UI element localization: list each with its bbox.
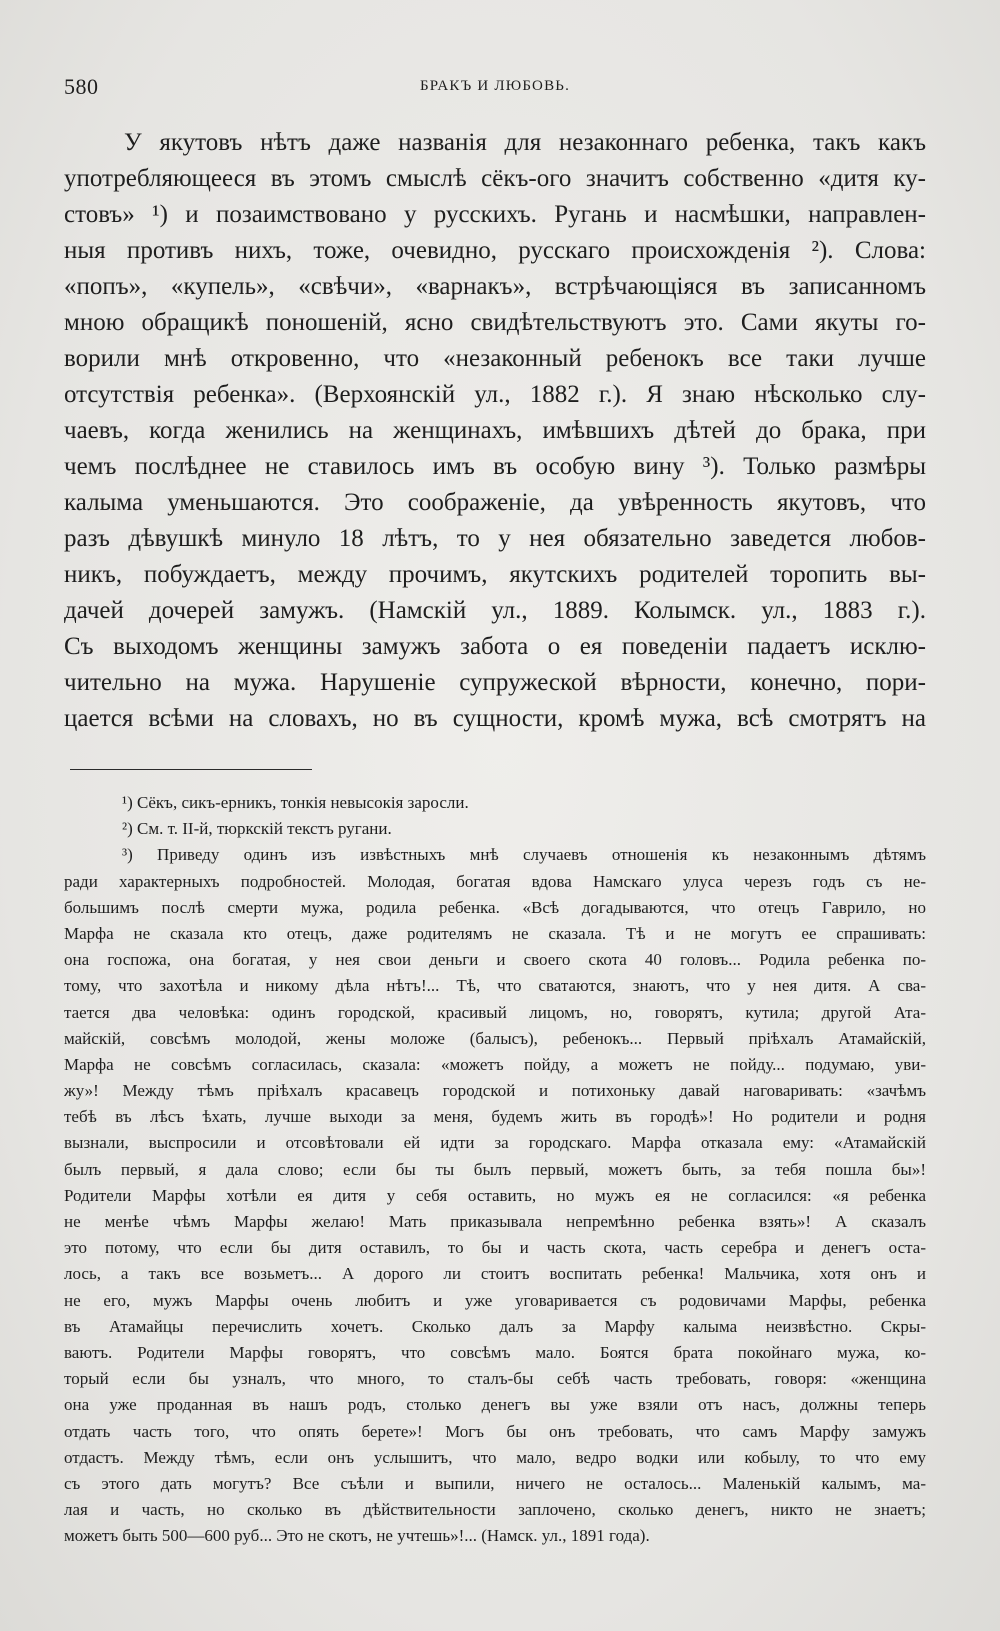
footnote-3-line: она госпожа, она богатая, у нея свои деньги и своего скота 40 головъ... Родила ребенка по-: [64, 950, 926, 970]
footnote-3-line: тому, что захотѣла и никому дѣла нѣтъ!... Тѣ, что сватаются, знаютъ, что у нея дитя. А сва-: [64, 976, 926, 996]
body-line: «попъ», «купель», «свѣчи», «варнакъ», встрѣчающіяся въ записанномъ: [64, 273, 926, 300]
footnote-3-line: большимъ послѣ смерти мужа, родила ребенка. «Всѣ догадываются, что отецъ Гаврило, но: [64, 897, 926, 917]
footnote-3-line: въ Атамайцы перечислить хочетъ. Сколько далъ за Марфу калыма неизвѣстно. Скры-: [64, 1316, 926, 1336]
page-header: [64, 74, 926, 104]
footnote-3-line: не менѣе чѣмъ Марфы желаю! Мать приказывала непремѣнно ребенка взять»! А сказалъ: [64, 1212, 926, 1231]
body-line: чаевъ, когда женились на женщинахъ, имѣвшихъ дѣтей до брака, при: [64, 417, 926, 444]
body-line: разъ дѣвушкѣ минуло 18 лѣтъ, то у нея обязательно заведется любов-: [64, 525, 926, 552]
footnote-3-line: майскій, совсѣмъ молодой, жены моложе (балысъ), ребенокъ... Первый пріѣхалъ Атамайскій,: [64, 1028, 926, 1048]
footnote-3-line: съ этого дать могутъ? Все съѣли и выпили, ничего не осталось... Маленькій калымъ, ма-: [64, 1473, 926, 1493]
footnote-2: ²) См. т. II-й, тюркскій текстъ ругани.: [122, 819, 392, 839]
footnote-3-line: не его, мужъ Марфы очень любитъ и уже уговаривается съ родовичами Марфы, ребенка: [64, 1290, 926, 1310]
footnote-3-line: отдать часть того, что опять берете»! Могъ бы онъ требовать, что самъ Марфу замужъ: [64, 1421, 926, 1441]
page-number: 580: [64, 74, 99, 99]
body-line: дачей дочерей замужъ. (Намскій ул., 1889. Колымск. ул., 1883 г.).: [64, 597, 926, 624]
footnote-3-line: лось, а такъ все возьметъ... А дорого ли стоитъ воспитать ребенка! Мальчика, хотя онъ и: [64, 1264, 926, 1284]
body-line: отсутствія ребенка». (Верхоянскій ул., 1882 г.). Я знаю нѣсколько слу-: [64, 381, 926, 408]
footnote-3-line: Родители Марфы хотѣли ея дитя у себя оставить, но мужъ ея не согласился: «я ребенка: [64, 1185, 926, 1205]
footnote-3-line: это потому, что если бы дитя оставилъ, то бы и часть скота, часть серебра и денегъ оста-: [64, 1238, 926, 1258]
body-line: цается всѣми на словахъ, но въ сущности, кромѣ мужа, всѣ смотрятъ на: [64, 705, 926, 732]
main-text: [64, 125, 926, 737]
footnote-3-line: тебѣ въ лѣсъ ѣхать, лучше выходи за меня, будемъ жить въ городѣ»! Но родители и родня: [64, 1107, 926, 1127]
footnote-3-line: она уже проданная въ нашъ родъ, столько денегъ вы уже взяли отъ насъ, должны теперь: [64, 1395, 926, 1415]
body-line: употребляющееся въ этомъ смыслѣ сёкъ-ого значитъ собственно «дитя ку-: [64, 165, 926, 192]
body-line: мною обращикѣ поношеній, ясно свидѣтельствуютъ это. Сами якуты го-: [64, 309, 926, 336]
body-line: чемъ послѣднее не ставилось имъ въ особую вину ³). Только размѣры: [64, 453, 926, 480]
body-line: чительно на мужа. Нарушеніе супружеской вѣрности, конечно, пори-: [64, 669, 926, 696]
body-line: Съ выходомъ женщины замужъ забота о ея поведеніи падаетъ исклю-: [64, 633, 926, 660]
body-line: стовъ» ¹) и позаимствовано у русскихъ. Ругань и насмѣшки, направлен-: [64, 201, 926, 228]
footnote-separator: [70, 769, 312, 770]
body-line: никъ, побуждаетъ, между прочимъ, якутскихъ родителей торопить вы-: [64, 561, 926, 588]
body-line: калыма уменьшаются. Это соображеніе, да увѣренность якутовъ, что: [64, 489, 926, 516]
footnote-3-line: лая и часть, но сколько въ дѣйствительности заплочено, сколько денегъ, никто не знаетъ;: [64, 1500, 926, 1520]
footnote-3-line: Марфа не совсѣмъ согласилась, сказала: «можетъ пойду, а можетъ не пойду... подумаю, уви-: [64, 1054, 926, 1074]
footnote-3-line: отдастъ. Между тѣмъ, если онъ услышитъ, что мало, ведро водки или кобылу, то что ему: [64, 1447, 926, 1467]
footnote-3-line: ³) Приведу одинъ изъ извѣстныхъ мнѣ случаевъ отношенія къ незаконнымъ дѣтямъ: [122, 845, 926, 865]
footnote-3-line: тается два человѣка: одинъ городской, красивый лицомъ, но, говорятъ, кутила; другой Ата-: [64, 1002, 926, 1022]
footnote-3-line: Марфа не сказала кто отецъ, даже родителямъ не сказала. Тѣ и не могутъ ее спрашивать:: [64, 923, 926, 943]
footnote-3-line: ради характерныхъ подробностей. Молодая, богатая вдова Намскаго улуса черезъ годъ съ не-: [64, 871, 926, 891]
footnote-3-line: ваютъ. Родители Марфы говорятъ, что совсѣмъ мало. Боятся брата покойнаго мужа, ко-: [64, 1342, 926, 1362]
footnotes: [64, 790, 926, 1549]
body-line: У якутовъ нѣтъ даже названія для незаконнаго ребенка, такъ какъ: [124, 129, 926, 156]
footnote-1: ¹) Сёкъ, сикъ-ерникъ, тонкія невысокія заросли.: [122, 793, 469, 812]
footnote-3-line: торый если бы узналъ, что много, то сталъ-бы себѣ часть требовать, говоря: «женщина: [64, 1369, 926, 1389]
footnote-3-line: вызнали, выспросили и отсовѣтовали ей идти за городскаго. Марфа отказала ему: «Атамайскій: [64, 1133, 926, 1153]
body-line: ворили мнѣ откровенно, что «незаконный ребенокъ все таки лучше: [64, 345, 926, 372]
running-title: БРАКЪ И ЛЮБОВЬ.: [419, 78, 571, 94]
footnote-3-line: можетъ быть 500—600 руб... Это не скотъ, не учтешь»!... (Намск. ул., 1891 года).: [64, 1526, 650, 1546]
footnote-3-line: былъ первый, я дала слово; если бы ты былъ первый, можетъ быть, за тебя пошла бы»!: [64, 1159, 926, 1179]
body-line: ныя противъ нихъ, тоже, очевидно, русскаго происхожденія ²). Слова:: [64, 237, 926, 264]
footnote-3-line: жу»! Между тѣмъ пріѣхалъ красавецъ городской и потихоньку давай наговаривать: «зачѣмъ: [64, 1081, 926, 1101]
